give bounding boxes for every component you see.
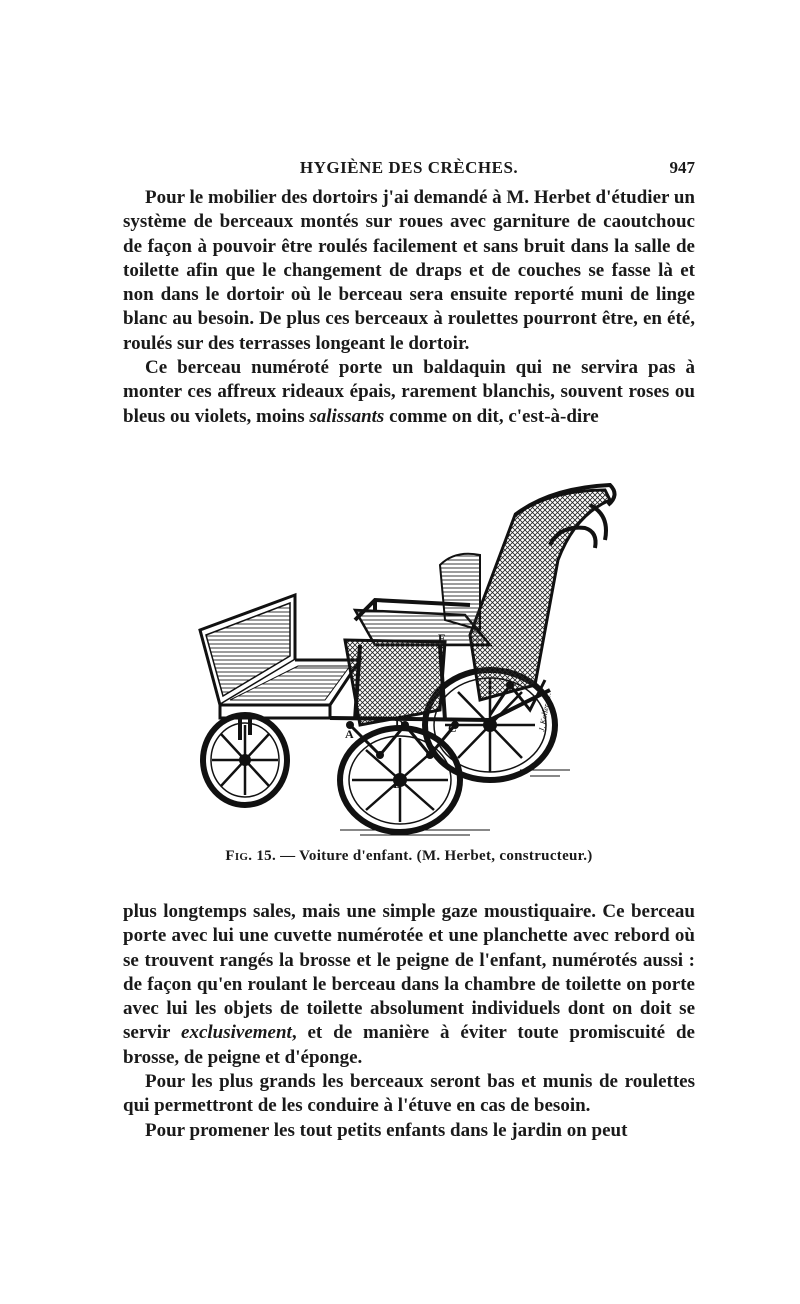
- paragraph-text: comme on dit, c'est-à-dire: [384, 405, 599, 427]
- paragraph-mobilier: [123, 186, 695, 356]
- paragraph-text: plus longtemps sales, mais une simple gaze moustiquaire. Ce berceau porte avec lui une cuvette numérotée et une planchette avec rebord où se trouvent rangés la brosse et le peigne de l'enfant, numérotés aussi : de façon qu'en roulant le berceau dans la chambre de toilette on porte avec lui les objets de toilette absolument individuels dont on doit se servir: [123, 901, 695, 1044]
- paragraph-text: Pour promener les tout petits enfants dans le jardin on peut: [145, 1119, 628, 1141]
- paragraph-text: Ce berceau numéroté porte un baldaquin qui ne servira pas à monter ces affreux rideaux épais, rarement blanchis, souvent roses ou bleus ou violets, moins: [123, 357, 695, 427]
- running-title: HYGIÈNE DES CRÈCHES.: [299, 158, 519, 177]
- emphasis-text: exclusivement: [181, 1022, 292, 1044]
- caption-text: — Voiture d'enfant. (M. Herbet, constructeur.): [276, 848, 593, 864]
- page-number: 947: [669, 158, 695, 177]
- text-block-top: [123, 186, 695, 429]
- front-wheel: [203, 715, 287, 805]
- paragraph-berceau: [123, 356, 695, 429]
- emphasis-text: salissants: [309, 405, 385, 427]
- paragraph-text: , et de manière à éviter toute promiscuité de brosse, de peigne et d'éponge.: [123, 1022, 695, 1068]
- text-block-bottom: [123, 900, 695, 1143]
- page-header: [123, 156, 695, 184]
- backrest: [470, 485, 615, 700]
- paragraph-text: Pour les plus grands les berceaux seront bas et munis de roulettes qui permettront de les conduire à l'étuve en cas de besoin.: [123, 1071, 695, 1117]
- engraver-signature: J. Koller Sc.: [537, 691, 553, 733]
- label-b: B: [393, 777, 402, 791]
- label-d: D: [395, 717, 404, 731]
- label-c: C: [448, 721, 457, 735]
- paragraph-text: Pour le mobilier des dortoirs j'ai demandé à M. Herbet d'étudier un système de berceaux montés sur roues avec garniture de caoutchouc de façon à pouvoir être roulés facilement et sans bruit dans la salle de toilette afin que le changement de draps et de couches se fasse là et non dans le dortoir où le berceau sera ensuite reporté muni de linge blanc au besoin. De plus ces berceaux à roulettes pourront être, en été, roulés sur des terrasses longeant le dortoir.: [123, 187, 695, 354]
- paragraph-promener: [123, 1119, 695, 1143]
- stroller-engraving: [190, 470, 620, 840]
- footrest-box: [200, 595, 360, 718]
- stroller-illustration: [190, 470, 620, 840]
- figure-caption: [123, 848, 695, 865]
- figure-number: Fig. 15.: [225, 848, 277, 864]
- label-a: A: [345, 727, 354, 741]
- label-f: F: [438, 631, 446, 645]
- paragraph-continued: [123, 900, 695, 1070]
- paragraph-grands: [123, 1070, 695, 1119]
